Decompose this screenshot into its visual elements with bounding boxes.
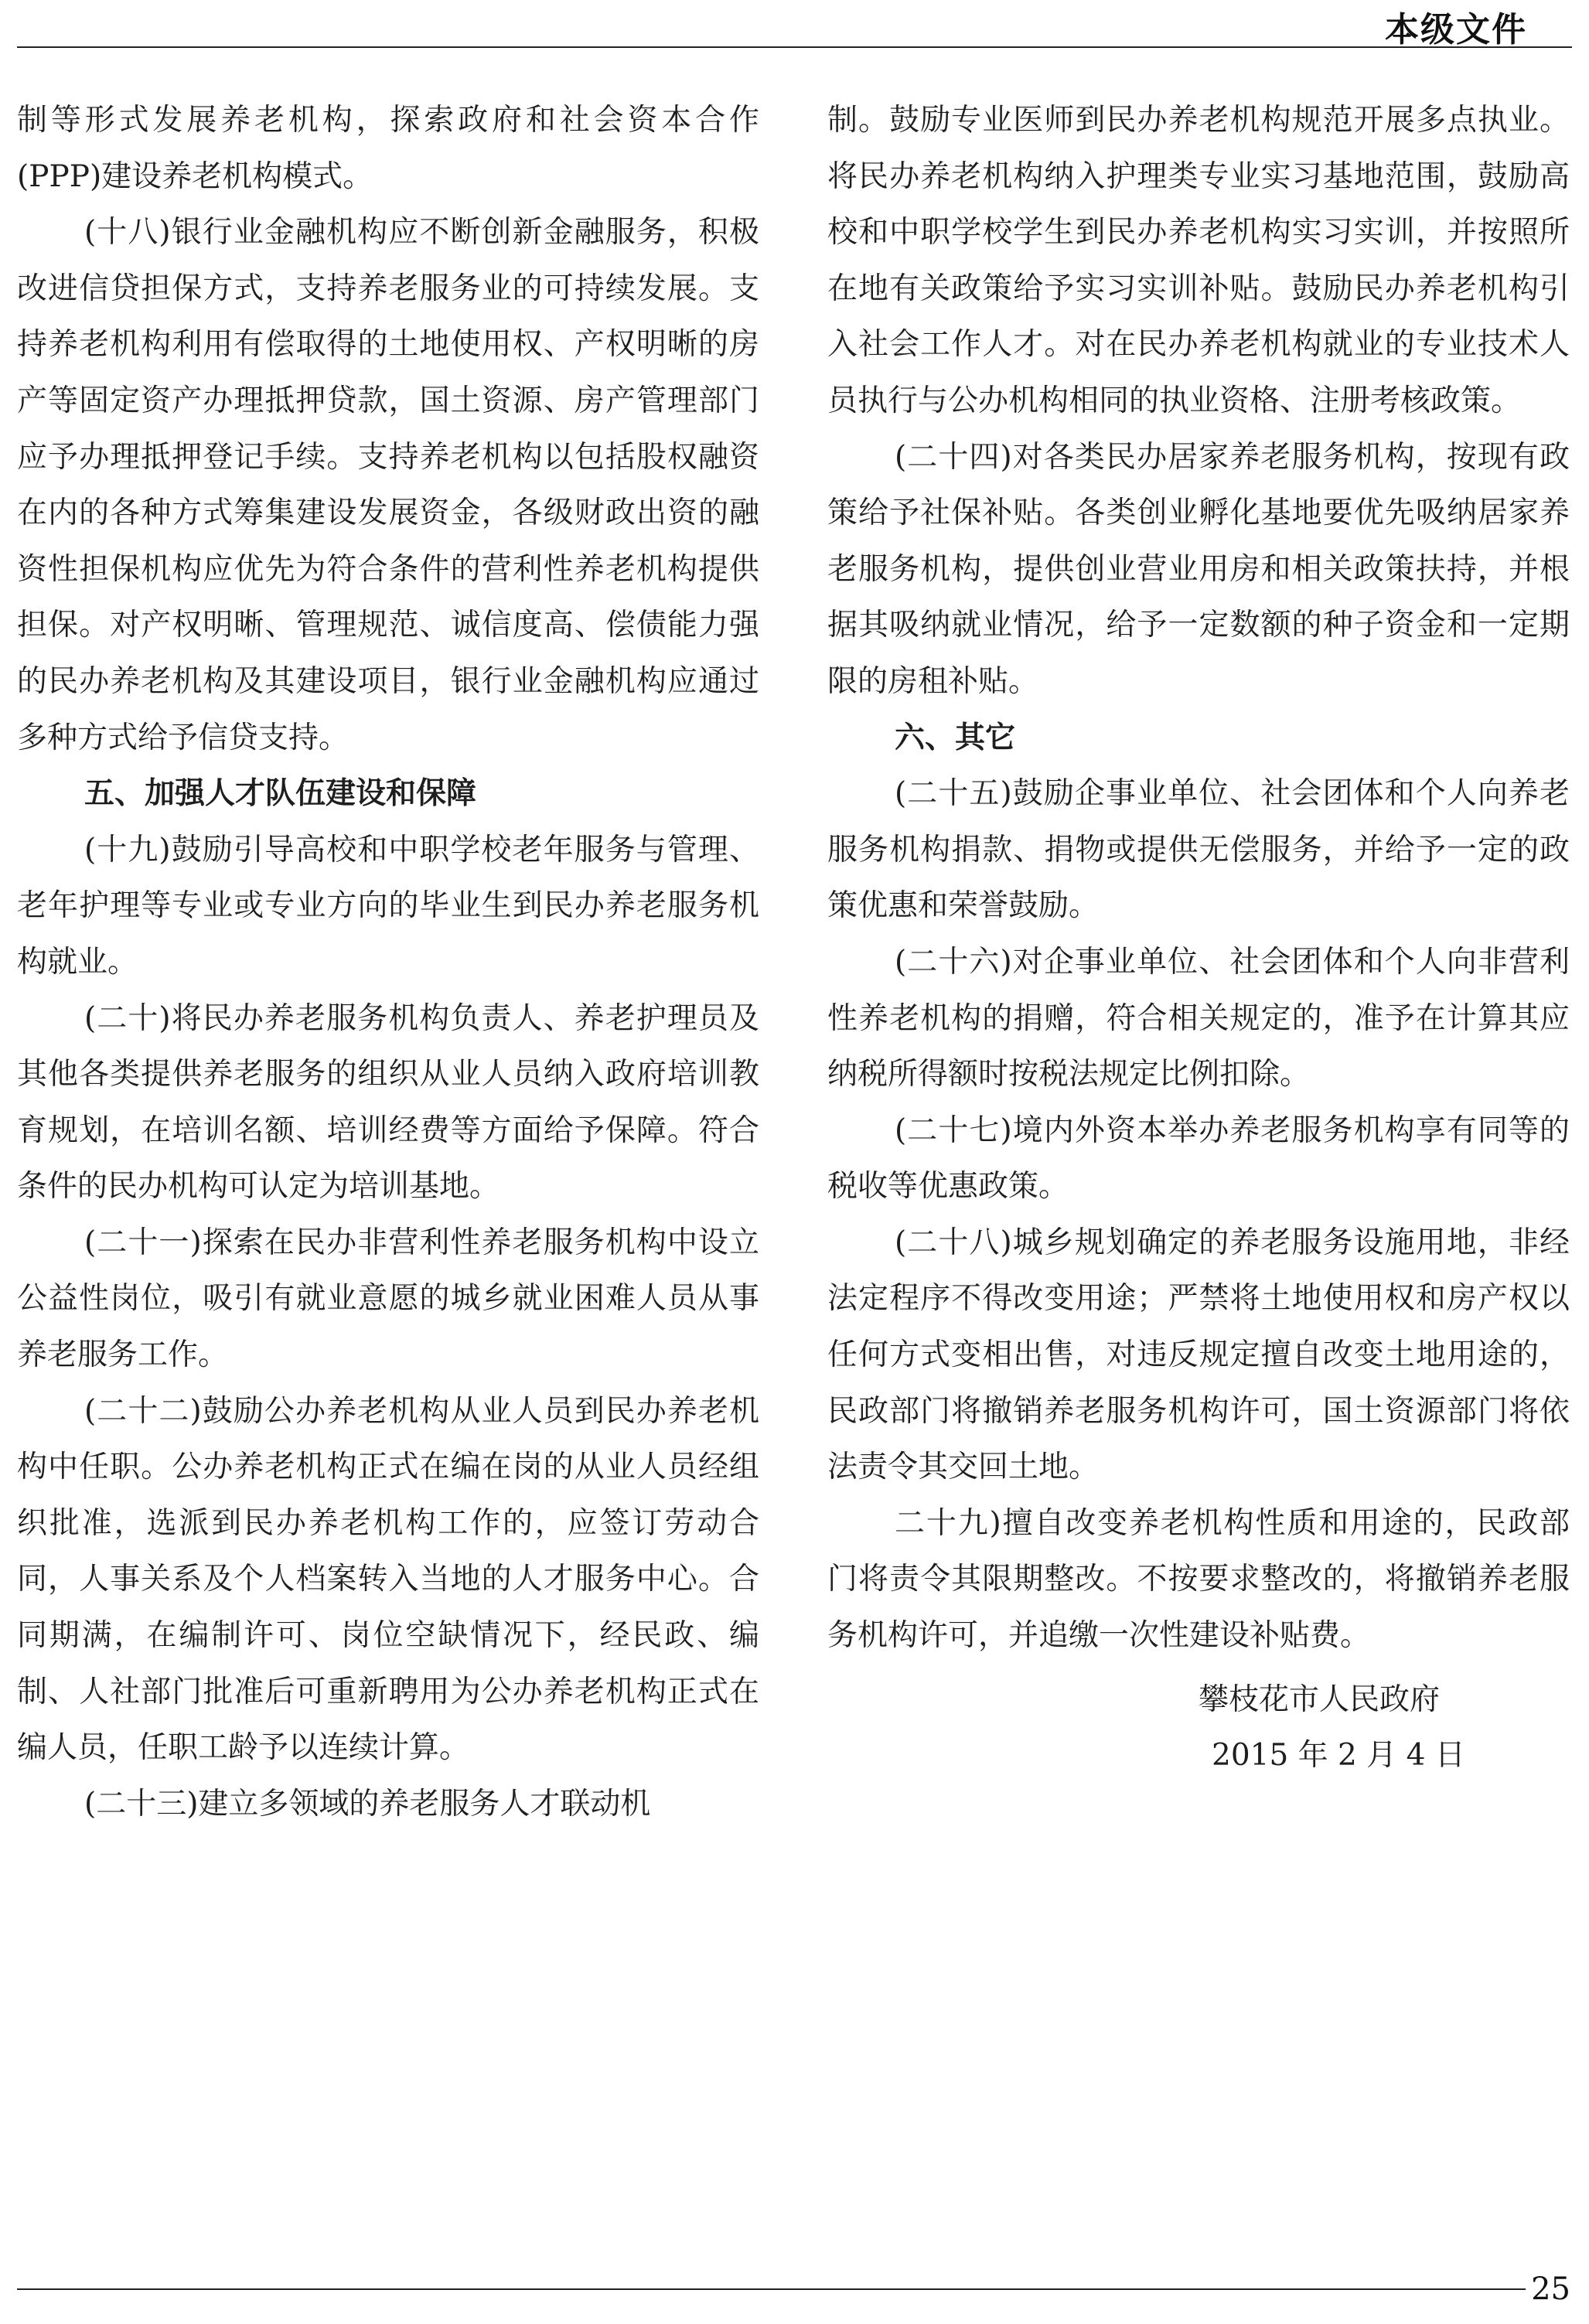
section-label: 本级文件 <box>1385 10 1527 49</box>
section-heading-6: 六、其它 <box>895 720 1016 755</box>
paragraph-continuation: 制等形式发展养老机构，探索政府和社会资本合作(PPP)建设养老机构模式。 <box>17 103 759 194</box>
paragraph-28: (二十八)城乡规划确定的养老服务设施用地，非经法定程序不得改变用途；严禁将土地使用权和房产权以任何方式变相出售，对违反规定擅自改变土地用途的，民政部门将撤销养老服务机构许可，国土资源部门将依法责令其交回土地。 <box>827 1225 1570 1485</box>
paragraph-29: 二十九)擅自改变养老机构性质和用途的，民政部门将责令其限期整改。不按要求整改的，将撤销养老服务机构许可，并追缴一次性建设补贴费。 <box>827 1505 1570 1654</box>
paragraph-21: (二十一)探索在民办非营利性养老服务机构中设立公益性岗位，吸引有就业意愿的城乡就业困难人员从事养老服务工作。 <box>17 1225 759 1373</box>
paragraph-23-continuation: 制。鼓励专业医师到民办养老机构规范开展多点执业。将民办养老机构纳入护理类专业实习基地范围，鼓励高校和中职学校学生到民办养老机构实习实训，并按照所在地有关政策给予实习实训补贴。鼓励民办养老机构引入社会工作人才。对在民办养老机构就业的专业技术人员执行与公办机构相同的执业资格、注册考核政策。 <box>827 103 1570 418</box>
paragraph-22: (二十二)鼓励公办养老机构从业人员到民办养老机构中任职。公办养老机构正式在编在岗的从业人员经组织批准，选派到民办养老机构工作的，应签订劳动合同，人事关系及个人档案转入当地的人才服务中心。合同期满，在编制许可、岗位空缺情况下，经民政、编制、人社部门批准后可重新聘用为公办养老机构正式在编人员，任职工龄予以连续计算。 <box>17 1393 759 1766</box>
paragraph-18: (十八)银行业金融机构应不断创新金融服务，积极改进信贷担保方式，支持养老服务业的可持续发展。支持养老机构利用有偿取得的土地使用权、产权明晰的房产等固定资产办理抵押贷款，国土资源、房产管理部门应予办理抵押登记手续。支持养老机构以包括股权融资在内的各种方式筹集建设发展资金，各级财政出资的融资性担保机构应优先为符合条件的营利性养老机构提供担保。对产权明晰、管理规范、诚信度高、偿债能力强的民办养老机构及其建设项目，银行业金融机构应通过多种方式给予信贷支持。 <box>17 215 759 755</box>
paragraph-26: (二十六)对企事业单位、社会团体和个人向非营利性养老机构的捐赠，符合相关规定的，准予在计算其应纳税所得额时按税法规定比例扣除。 <box>827 944 1570 1092</box>
right-column <box>827 93 1570 1784</box>
paragraph-19: (十九)鼓励引导高校和中职学校老年服务与管理、老年护理等专业或专业方向的毕业生到民办养老服务机构就业。 <box>17 832 759 980</box>
section-heading-5: 五、加强人才队伍建设和保障 <box>84 776 477 812</box>
paragraph-24: (二十四)对各类民办居家养老服务机构，按现有政策给予社保补贴。各类创业孵化基地要优先吸纳居家养老服务机构，提供创业营业用房和相关政策扶持，并根据其吸纳就业情况，给予一定数额的种子资金和一定期限的房租补贴。 <box>827 439 1570 699</box>
page-number: 25 <box>1531 2271 1570 2307</box>
paragraph-20: (二十)将民办养老服务机构负责人、养老护理员及其他各类提供养老服务的组织从业人员纳入政府培训教育规划，在培训名额、培训经费等方面给予保障。符合条件的民办机构可认定为培训基地。 <box>17 1000 759 1205</box>
left-column <box>17 93 759 1832</box>
paragraph-25: (二十五)鼓励企事业单位、社会团体和个人向养老服务机构捐款、捐物或提供无偿服务，并给予一定的政策优惠和荣誉鼓励。 <box>827 776 1570 924</box>
footer-divider <box>17 2288 1526 2290</box>
paragraph-27: (二十七)境内外资本举办养老服务机构享有同等的税收等优惠政策。 <box>827 1113 1570 1205</box>
issue-date: 2015 年 2 月 4 日 <box>1212 1738 1465 1774</box>
issuer-signature: 攀枝花市人民政府 <box>1199 1682 1441 1717</box>
paragraph-23-start: (二十三)建立多领域的养老服务人才联动机 <box>84 1786 651 1821</box>
header-divider <box>17 46 1572 48</box>
